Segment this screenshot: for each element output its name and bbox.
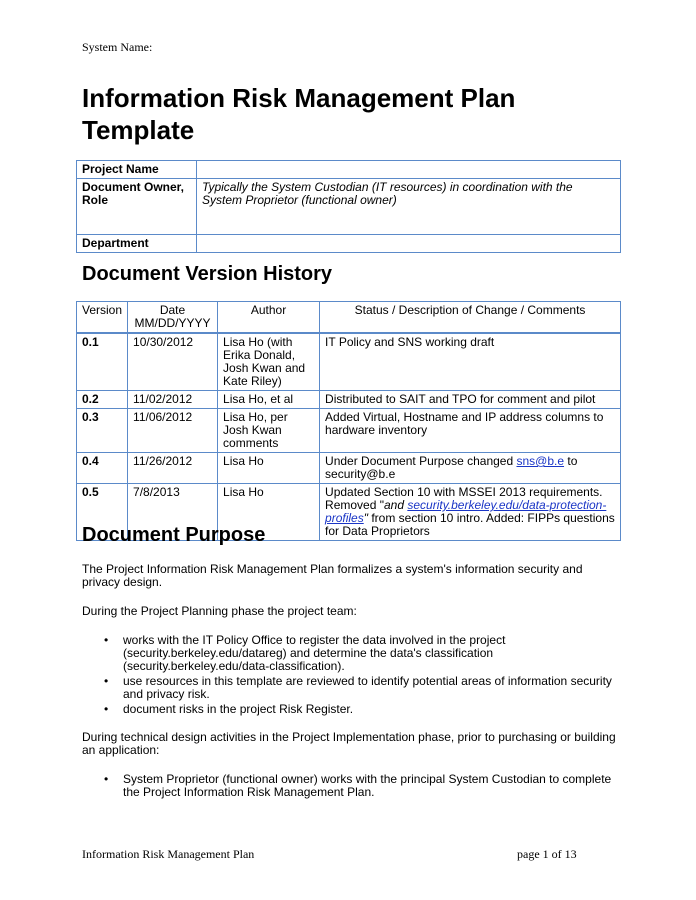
document-title: Information Risk Management Plan Template (82, 83, 516, 145)
list-item (104, 675, 614, 701)
status-text: from section 10 intro. Added: FIPPs questions for Data Proprietors (325, 511, 615, 538)
author-cell: Lisa Ho (with Erika Donald, Josh Kwan and Kate Riley) (218, 333, 320, 391)
version-cell: 0.2 (77, 391, 128, 409)
bullet-icon: • (104, 702, 109, 716)
author-cell: Lisa Ho, et al (218, 391, 320, 409)
owner-label: Document Owner, Role (77, 179, 197, 235)
footer-page-number: page 1 of 13 (517, 847, 577, 861)
design-intro-paragraph: During technical design activities in the Project Implementation phase, prior to purchasing or building an application: (82, 730, 616, 757)
data-protection-profiles-link[interactable]: security.berkeley.edu/data-protection-profiles (325, 498, 607, 525)
purpose-intro-paragraph: The Project Information Risk Management Plan formalizes a system's information security and privacy design. (82, 562, 583, 589)
date-cell: 10/30/2012 (128, 333, 218, 391)
status-cell (320, 453, 621, 484)
email-link[interactable]: sns@b.e (516, 454, 565, 468)
department-value[interactable] (197, 235, 621, 253)
version-cell: 0.5 (77, 484, 128, 541)
status-text: Updated Section 10 with MSSEI 2013 requirements. Removed " (325, 485, 603, 512)
document-purpose-heading: Document Purpose (82, 524, 266, 546)
list-item-text: works with the IT Policy Office to register the data involved in the project (security.berkeley.edu/datareg) and determine the data's classification (security.berkeley.edu/data-classification). (123, 633, 506, 673)
bullet-icon: • (104, 674, 109, 688)
version-cell: 0.1 (77, 333, 128, 391)
column-header-status: Status / Description of Change / Comments (320, 302, 621, 334)
status-text: to security@b.e (325, 454, 578, 481)
design-bullet-list (104, 773, 614, 801)
date-cell: 11/02/2012 (128, 391, 218, 409)
author-cell: Lisa Ho (218, 453, 320, 484)
column-header-version: Version (77, 302, 128, 334)
version-cell: 0.3 (77, 409, 128, 453)
list-item-text: System Proprietor (functional owner) works with the principal System Custodian to complete the Project Information Risk Management Plan. (123, 772, 612, 799)
table-row (77, 453, 621, 484)
project-name-row (77, 161, 621, 179)
bullet-icon: • (104, 633, 109, 647)
table-row (77, 391, 621, 409)
list-item-text: use resources in this template are reviewed to identify potential areas of information security and privacy risk. (123, 674, 612, 701)
footer-document-title: Information Risk Management Plan (82, 847, 255, 861)
project-info-table (76, 160, 621, 253)
author-cell: Lisa Ho (218, 484, 320, 541)
list-item (104, 773, 614, 799)
planning-bullet-list (104, 634, 614, 718)
list-item (104, 703, 614, 716)
date-cell: 11/26/2012 (128, 453, 218, 484)
department-label: Department (77, 235, 197, 253)
date-cell: 11/06/2012 (128, 409, 218, 453)
project-name-value[interactable] (197, 161, 621, 179)
status-italic-text: " (363, 511, 368, 525)
version-cell: 0.4 (77, 453, 128, 484)
status-cell: Distributed to SAIT and TPO for comment and pilot (320, 391, 621, 409)
planning-intro-paragraph: During the Project Planning phase the project team: (82, 604, 357, 618)
status-cell: IT Policy and SNS working draft (320, 333, 621, 391)
list-item (104, 634, 614, 673)
status-cell: Added Virtual, Hostname and IP address columns to hardware inventory (320, 409, 621, 453)
status-text: Under Document Purpose changed (325, 454, 517, 468)
owner-row (77, 179, 621, 235)
table-header-row (77, 302, 621, 334)
version-history-heading: Document Version History (82, 263, 333, 285)
table-row (77, 409, 621, 453)
project-name-label: Project Name (77, 161, 197, 179)
author-cell: Lisa Ho, per Josh Kwan comments (218, 409, 320, 453)
date-cell: 7/8/2013 (128, 484, 218, 541)
version-history-table (76, 301, 621, 541)
status-italic-text: and (383, 498, 408, 512)
table-row (77, 333, 621, 391)
department-row (77, 235, 621, 253)
bullet-icon: • (104, 772, 109, 786)
owner-value[interactable]: Typically the System Custodian (IT resources) in coordination with the System Proprietor (functional owner) (197, 179, 621, 235)
status-cell (320, 484, 621, 541)
list-item-text: document risks in the project Risk Register. (123, 702, 354, 716)
column-header-author: Author (218, 302, 320, 334)
column-header-date: Date MM/DD/YYYY (128, 302, 218, 334)
system-name-label: System Name: (82, 40, 153, 54)
